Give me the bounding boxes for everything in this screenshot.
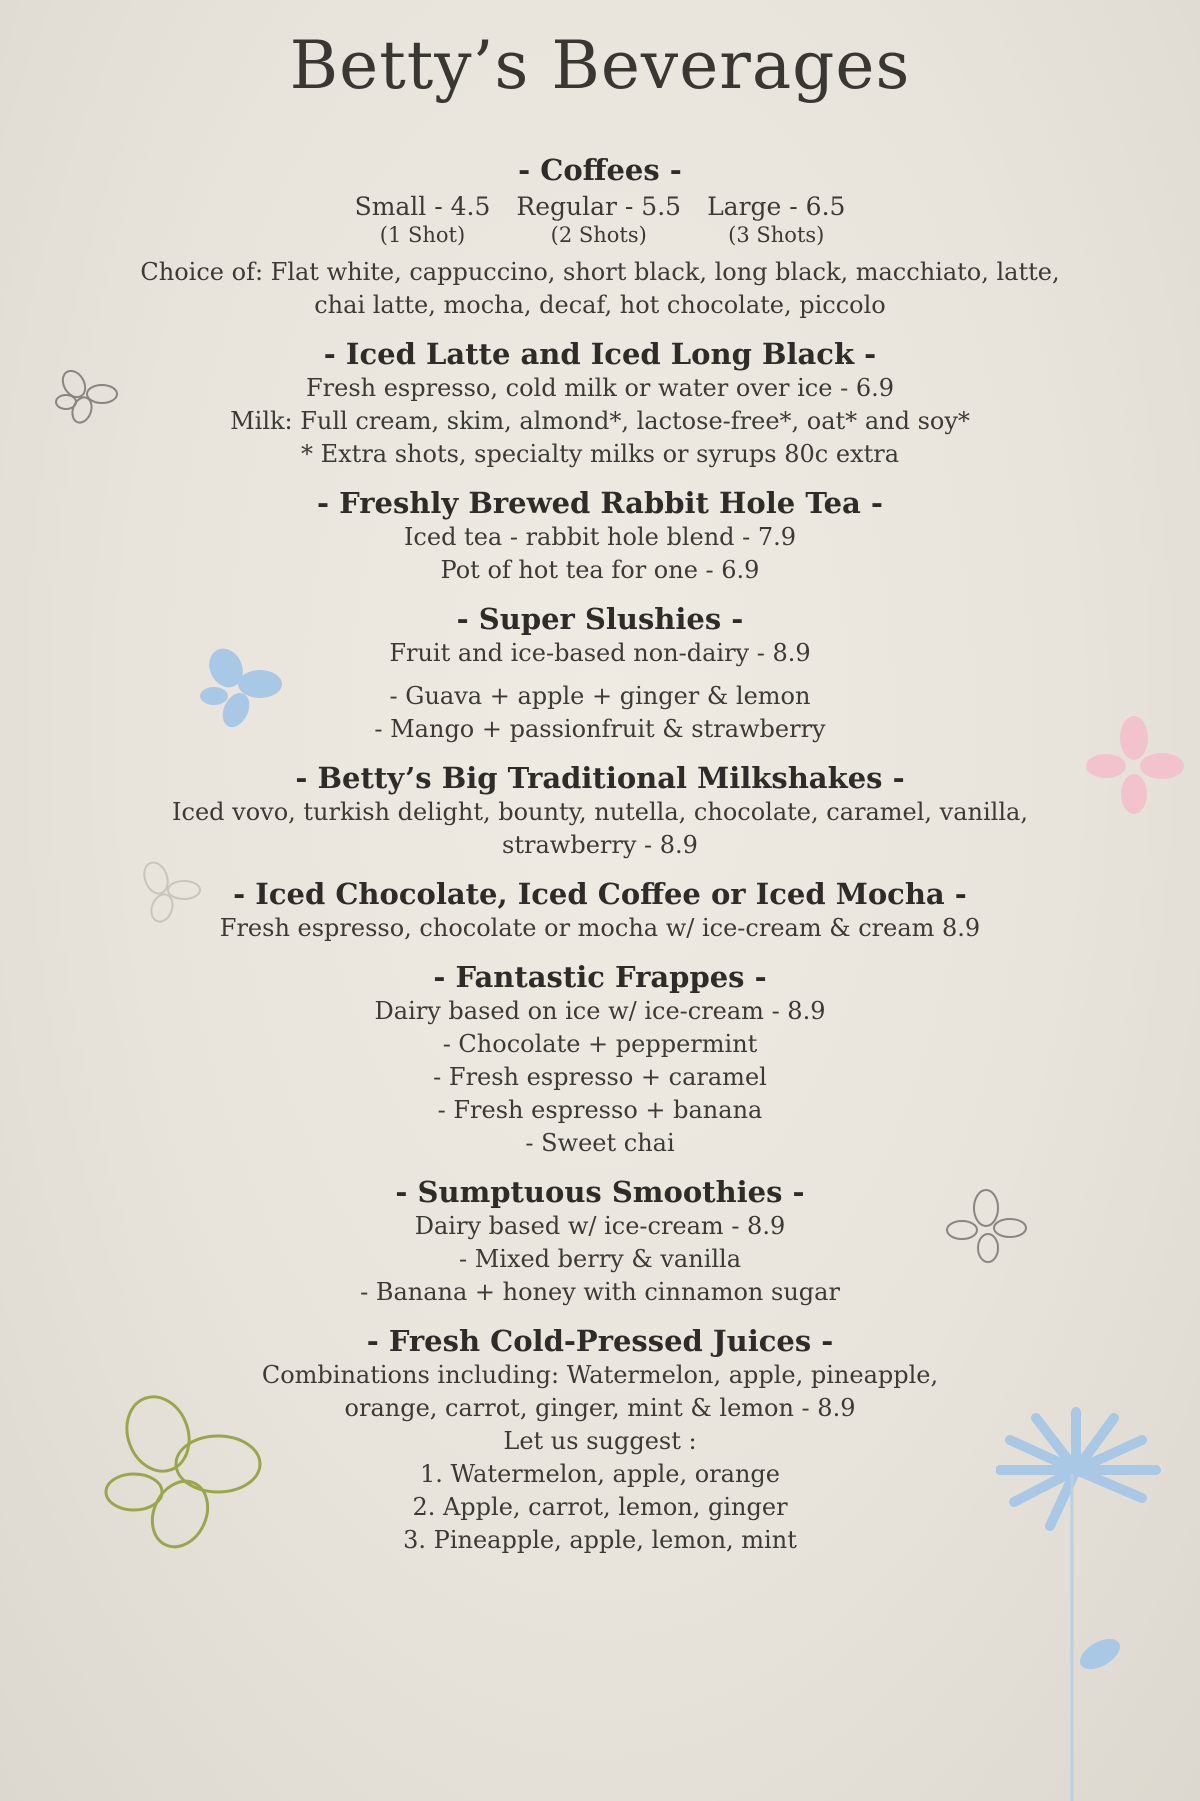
menu-line: - Banana + honey with cinnamon sugar xyxy=(360,1278,840,1306)
tea-section xyxy=(0,485,1200,587)
section-heading: - Betty’s Big Traditional Milkshakes - xyxy=(295,761,905,795)
menu-line: Fruit and ice-based non-dairy - 8.9 xyxy=(389,639,811,667)
section-heading: - Fresh Cold-Pressed Juices - xyxy=(366,1324,834,1358)
menu-line: - Fresh espresso + banana xyxy=(437,1096,763,1124)
menu-line: - Mixed berry & vanilla xyxy=(458,1245,742,1273)
menu-line: * Extra shots, specialty milks or syrups 80c extra xyxy=(300,440,900,468)
iced-chocolate-section xyxy=(0,876,1200,945)
menu-line: Fresh espresso, chocolate or mocha w/ ice-cream & cream 8.9 xyxy=(219,914,981,942)
menu-line: - Chocolate + peppermint xyxy=(442,1030,758,1058)
size-label: Regular - 5.5 xyxy=(516,192,682,221)
menu-line: 1. Watermelon, apple, orange xyxy=(420,1460,780,1488)
menu-line: Combinations including: Watermelon, apple, pineapple, xyxy=(261,1361,939,1389)
menu-line: Dairy based on ice w/ ice-cream - 8.9 xyxy=(374,997,826,1025)
size-shots: (1 Shot) xyxy=(379,223,466,247)
menu-line: Dairy based w/ ice-cream - 8.9 xyxy=(414,1212,786,1240)
size-label: Small - 4.5 xyxy=(354,192,491,221)
menu-line: Iced tea - rabbit hole blend - 7.9 xyxy=(403,523,797,551)
section-heading: - Sumptuous Smoothies - xyxy=(395,1175,805,1209)
size-large xyxy=(707,192,845,248)
menu-line: 2. Apple, carrot, lemon, ginger xyxy=(412,1493,788,1521)
menu-line: - Fresh espresso + caramel xyxy=(433,1063,767,1091)
section-heading: - Freshly Brewed Rabbit Hole Tea - xyxy=(317,486,883,520)
menu-line: Iced vovo, turkish delight, bounty, nutella, chocolate, caramel, vanilla, xyxy=(172,798,1028,826)
section-heading: - Fantastic Frappes - xyxy=(433,960,767,994)
iced-latte-section xyxy=(0,336,1200,471)
section-heading: - Coffees - xyxy=(518,153,682,187)
menu-line: 3. Pineapple, apple, lemon, mint xyxy=(403,1526,797,1554)
menu-line: - Guava + apple + ginger & lemon xyxy=(389,682,811,710)
juices-section xyxy=(0,1323,1200,1557)
menu-line: - Sweet chai xyxy=(525,1129,675,1157)
menu-line: Milk: Full cream, skim, almond*, lactose-free*, oat* and soy* xyxy=(230,407,970,435)
coffee-choices: Choice of: Flat white, cappuccino, short black, long black, macchiato, latte, xyxy=(140,258,1060,286)
menu-line: orange, carrot, ginger, mint & lemon - 8.9 xyxy=(344,1394,856,1422)
milkshakes-section xyxy=(0,760,1200,862)
smoothies-section xyxy=(0,1174,1200,1309)
section-heading: - Iced Latte and Iced Long Black - xyxy=(323,337,877,371)
coffee-choices: chai latte, mocha, decaf, hot chocolate, piccolo xyxy=(314,291,886,319)
coffees-section xyxy=(0,152,1200,322)
size-label: Large - 6.5 xyxy=(707,192,846,221)
section-heading: - Super Slushies - xyxy=(456,602,744,636)
frappes-section xyxy=(0,959,1200,1160)
size-regular xyxy=(516,192,681,248)
section-heading: - Iced Chocolate, Iced Coffee or Iced Mocha - xyxy=(233,877,967,911)
size-shots: (3 Shots) xyxy=(728,223,825,247)
menu-line: Pot of hot tea for one - 6.9 xyxy=(440,556,760,584)
menu-line: Let us suggest : xyxy=(503,1427,697,1455)
size-small xyxy=(355,192,491,248)
menu-line: - Mango + passionfruit & strawberry xyxy=(374,715,826,743)
size-shots: (2 Shots) xyxy=(550,223,647,247)
slushies-section xyxy=(0,601,1200,746)
menu-line: strawberry - 8.9 xyxy=(502,831,698,859)
coffee-sizes xyxy=(0,192,1200,248)
menu-title: Betty’s Beverages xyxy=(289,27,911,104)
menu-line: Fresh espresso, cold milk or water over ice - 6.9 xyxy=(306,374,894,402)
